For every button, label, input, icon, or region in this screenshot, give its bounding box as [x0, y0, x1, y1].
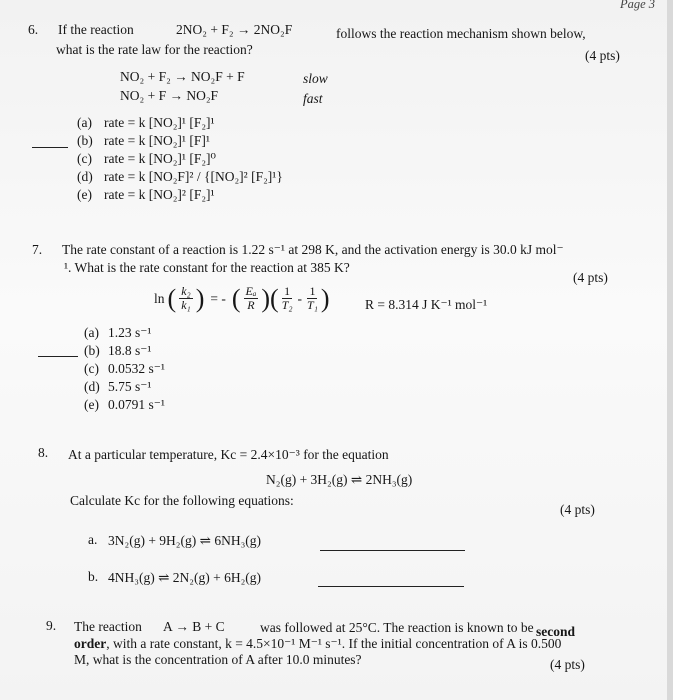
q8-part-b-equation: 4NH₃(g) ⇌ 2N₂(g) + 6H₂(g) [108, 570, 262, 585]
q6-points: (4 pts) [585, 48, 620, 63]
q6-option-b-label: (b) [77, 133, 93, 148]
q6-option-a-label: (a) [77, 115, 92, 130]
q8-equation: N₂(g) + 3H₂(g) ⇌ 2NH₃(g) [266, 472, 413, 487]
q6-mech2-reaction: NO₂ + F → NO₂F [120, 88, 219, 103]
k-ratio: $\frac{\text{k₂}}{\text{k₁}}$ [181, 284, 191, 312]
q7-option-d-text: 5.75 s⁻¹ [108, 379, 152, 394]
q6-number: 6. [28, 22, 39, 37]
q9-line3: M, what is the concentration of A after 10.0 minutes? [74, 652, 362, 667]
q7-option-b-label: (b) [84, 343, 100, 358]
q9-number: 9. [46, 618, 57, 633]
q6-mech1-reaction: NO₂ + F₂ → NO₂F + F [120, 69, 245, 84]
q7-option-a-text: 1.23 s⁻¹ [108, 325, 152, 340]
q7-option-b-text: 18.8 s⁻¹ [108, 343, 152, 358]
q7-option-e-label: (e) [84, 397, 99, 412]
q6-mech2-speed: fast [303, 91, 323, 106]
q7-points: (4 pts) [573, 270, 608, 285]
formula-ln: ln [154, 290, 165, 306]
q6-option-d-label: (d) [77, 169, 93, 184]
q8-part-a-answer-blank[interactable] [320, 550, 465, 551]
gas-constant: R = 8.314 J K⁻¹ mol⁻¹ [365, 297, 488, 312]
q9-line1-b: was followed at 25°C. The reaction is known to be [260, 620, 534, 635]
q6-option-c-text: rate = k [NO₂]¹ [F₂]⁰ [104, 151, 216, 166]
q6-reaction: 2NO₂ + F₂ → 2NO₂F [176, 22, 293, 37]
q6-mech1-speed: slow [303, 71, 328, 86]
one-over-t2: $\frac{1}{\text{T₂}}$ [281, 284, 293, 312]
arrhenius-formula: ln ( $\frac{\text{k₂}}{\text{k₁}}$ ) = - ( $\frac{\text{Eₐ}}{R}$ )( $\frac{1}{\text{T₂}}$ - $\frac{1}{\text{T₁}}$ ) [154, 283, 330, 313]
q6-answer-blank[interactable] [32, 147, 68, 148]
q6-option-c-label: (c) [77, 151, 92, 166]
q7-line1: The rate constant of a reaction is 1.22 s⁻¹ at 298 K, and the activation energy is 30.0 kJ mol⁻ [62, 242, 564, 257]
q7-option-e-text: 0.0791 s⁻¹ [108, 397, 165, 412]
q6-option-d-text: rate = k [NO₂F]² / {[NO₂]² [F₂]¹} [104, 169, 283, 184]
q8-part-b-label: b. [88, 569, 99, 584]
q7-number: 7. [32, 242, 43, 257]
q9-line1-a: The reaction [74, 619, 142, 634]
one-over-t1: $\frac{1}{\text{T₁}}$ [307, 284, 318, 312]
q9-line2: order, with a rate constant, k = 4.5×10⁻¹ M⁻¹ s⁻¹. If the initial concentration of A is 0.500 [74, 636, 562, 651]
q6-line2: what is the rate law for the reaction? [56, 42, 253, 57]
q9-reaction: A → B + C [163, 619, 225, 634]
q8-points: (4 pts) [560, 502, 595, 517]
q8-part-b-answer-blank[interactable] [318, 586, 464, 587]
q6-option-e-label: (e) [77, 187, 92, 202]
q6-intro-a: If the reaction [58, 22, 134, 37]
q7-option-d-label: (d) [84, 379, 100, 394]
q7-answer-blank[interactable] [38, 356, 78, 357]
q7-option-a-label: (a) [84, 325, 99, 340]
page-edge-shadow [667, 0, 673, 700]
q6-option-a-text: rate = k [NO₂]¹ [F₂]¹ [104, 115, 215, 130]
ea-over-r: $\frac{\text{Eₐ}}{R}$ [245, 284, 257, 312]
q8-line2: Calculate Kc for the following equations: [70, 493, 294, 508]
q8-part-a-equation: 3N₂(g) + 9H₂(g) ⇌ 6NH₃(g) [108, 533, 262, 548]
q9-second-keyword: second [536, 624, 576, 639]
q6-option-e-text: rate = k [NO₂]² [F₂]¹ [104, 187, 215, 202]
q8-part-a-label: a. [88, 532, 98, 547]
q8-number: 8. [38, 445, 49, 460]
q6-option-b-text: rate = k [NO₂]¹ [F]¹ [104, 133, 210, 148]
q7-line2: ¹. What is the rate constant for the reaction at 385 K? [64, 260, 350, 275]
q6-intro-b: follows the reaction mechanism shown below, [336, 26, 586, 41]
q8-line1: At a particular temperature, Kc = 2.4×10⁻³ for the equation [68, 447, 389, 462]
q9-points: (4 pts) [550, 657, 585, 672]
q7-option-c-text: 0.0532 s⁻¹ [108, 361, 165, 376]
page-label: Page 3 [620, 0, 656, 11]
q7-option-c-label: (c) [84, 361, 99, 376]
